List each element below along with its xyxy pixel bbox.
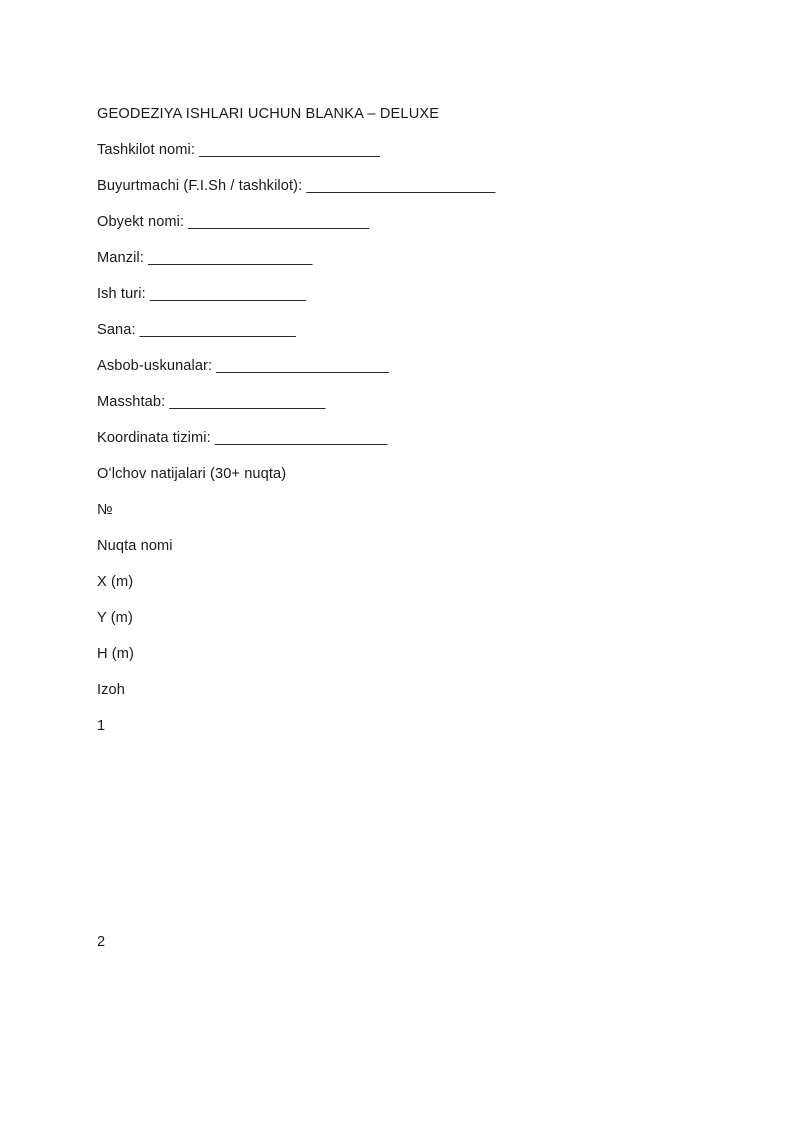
empty-row-space <box>97 744 707 924</box>
field-tashkilot-nomi: Tashkilot nomi: ______________________ <box>97 142 380 158</box>
table-row: 1 <box>97 718 106 734</box>
document-title: GEODEZIYA ISHLARI UCHUN BLANKA – DELUXE <box>97 106 440 122</box>
table-header-number: № <box>97 502 113 518</box>
field-obyekt-nomi: Obyekt nomi: ______________________ <box>97 214 370 230</box>
field-manzil: Manzil: ____________________ <box>97 250 313 266</box>
table-header-izoh: Izoh <box>97 682 125 698</box>
table-row: 2 <box>97 934 106 950</box>
table-header-nuqta-nomi: Nuqta nomi <box>97 538 173 554</box>
document-body <box>97 96 707 960</box>
table-header-h: H (m) <box>97 646 134 662</box>
table-header-x: X (m) <box>97 574 134 590</box>
field-sana: Sana: ___________________ <box>97 322 296 338</box>
field-buyurtmachi: Buyurtmachi (F.I.Sh / tashkilot): _______________________ <box>97 178 496 194</box>
section-heading-olchov-natijalari: Oʻlchov natijalari (30+ nuqta) <box>97 466 287 482</box>
field-masshtab: Masshtab: ___________________ <box>97 394 326 410</box>
table-header-y: Y (m) <box>97 610 133 626</box>
field-koordinata-tizimi: Koordinata tizimi: _____________________ <box>97 430 388 446</box>
field-asbob-uskunalar: Asbob-uskunalar: _____________________ <box>97 358 389 374</box>
field-ish-turi: Ish turi: ___________________ <box>97 286 307 302</box>
